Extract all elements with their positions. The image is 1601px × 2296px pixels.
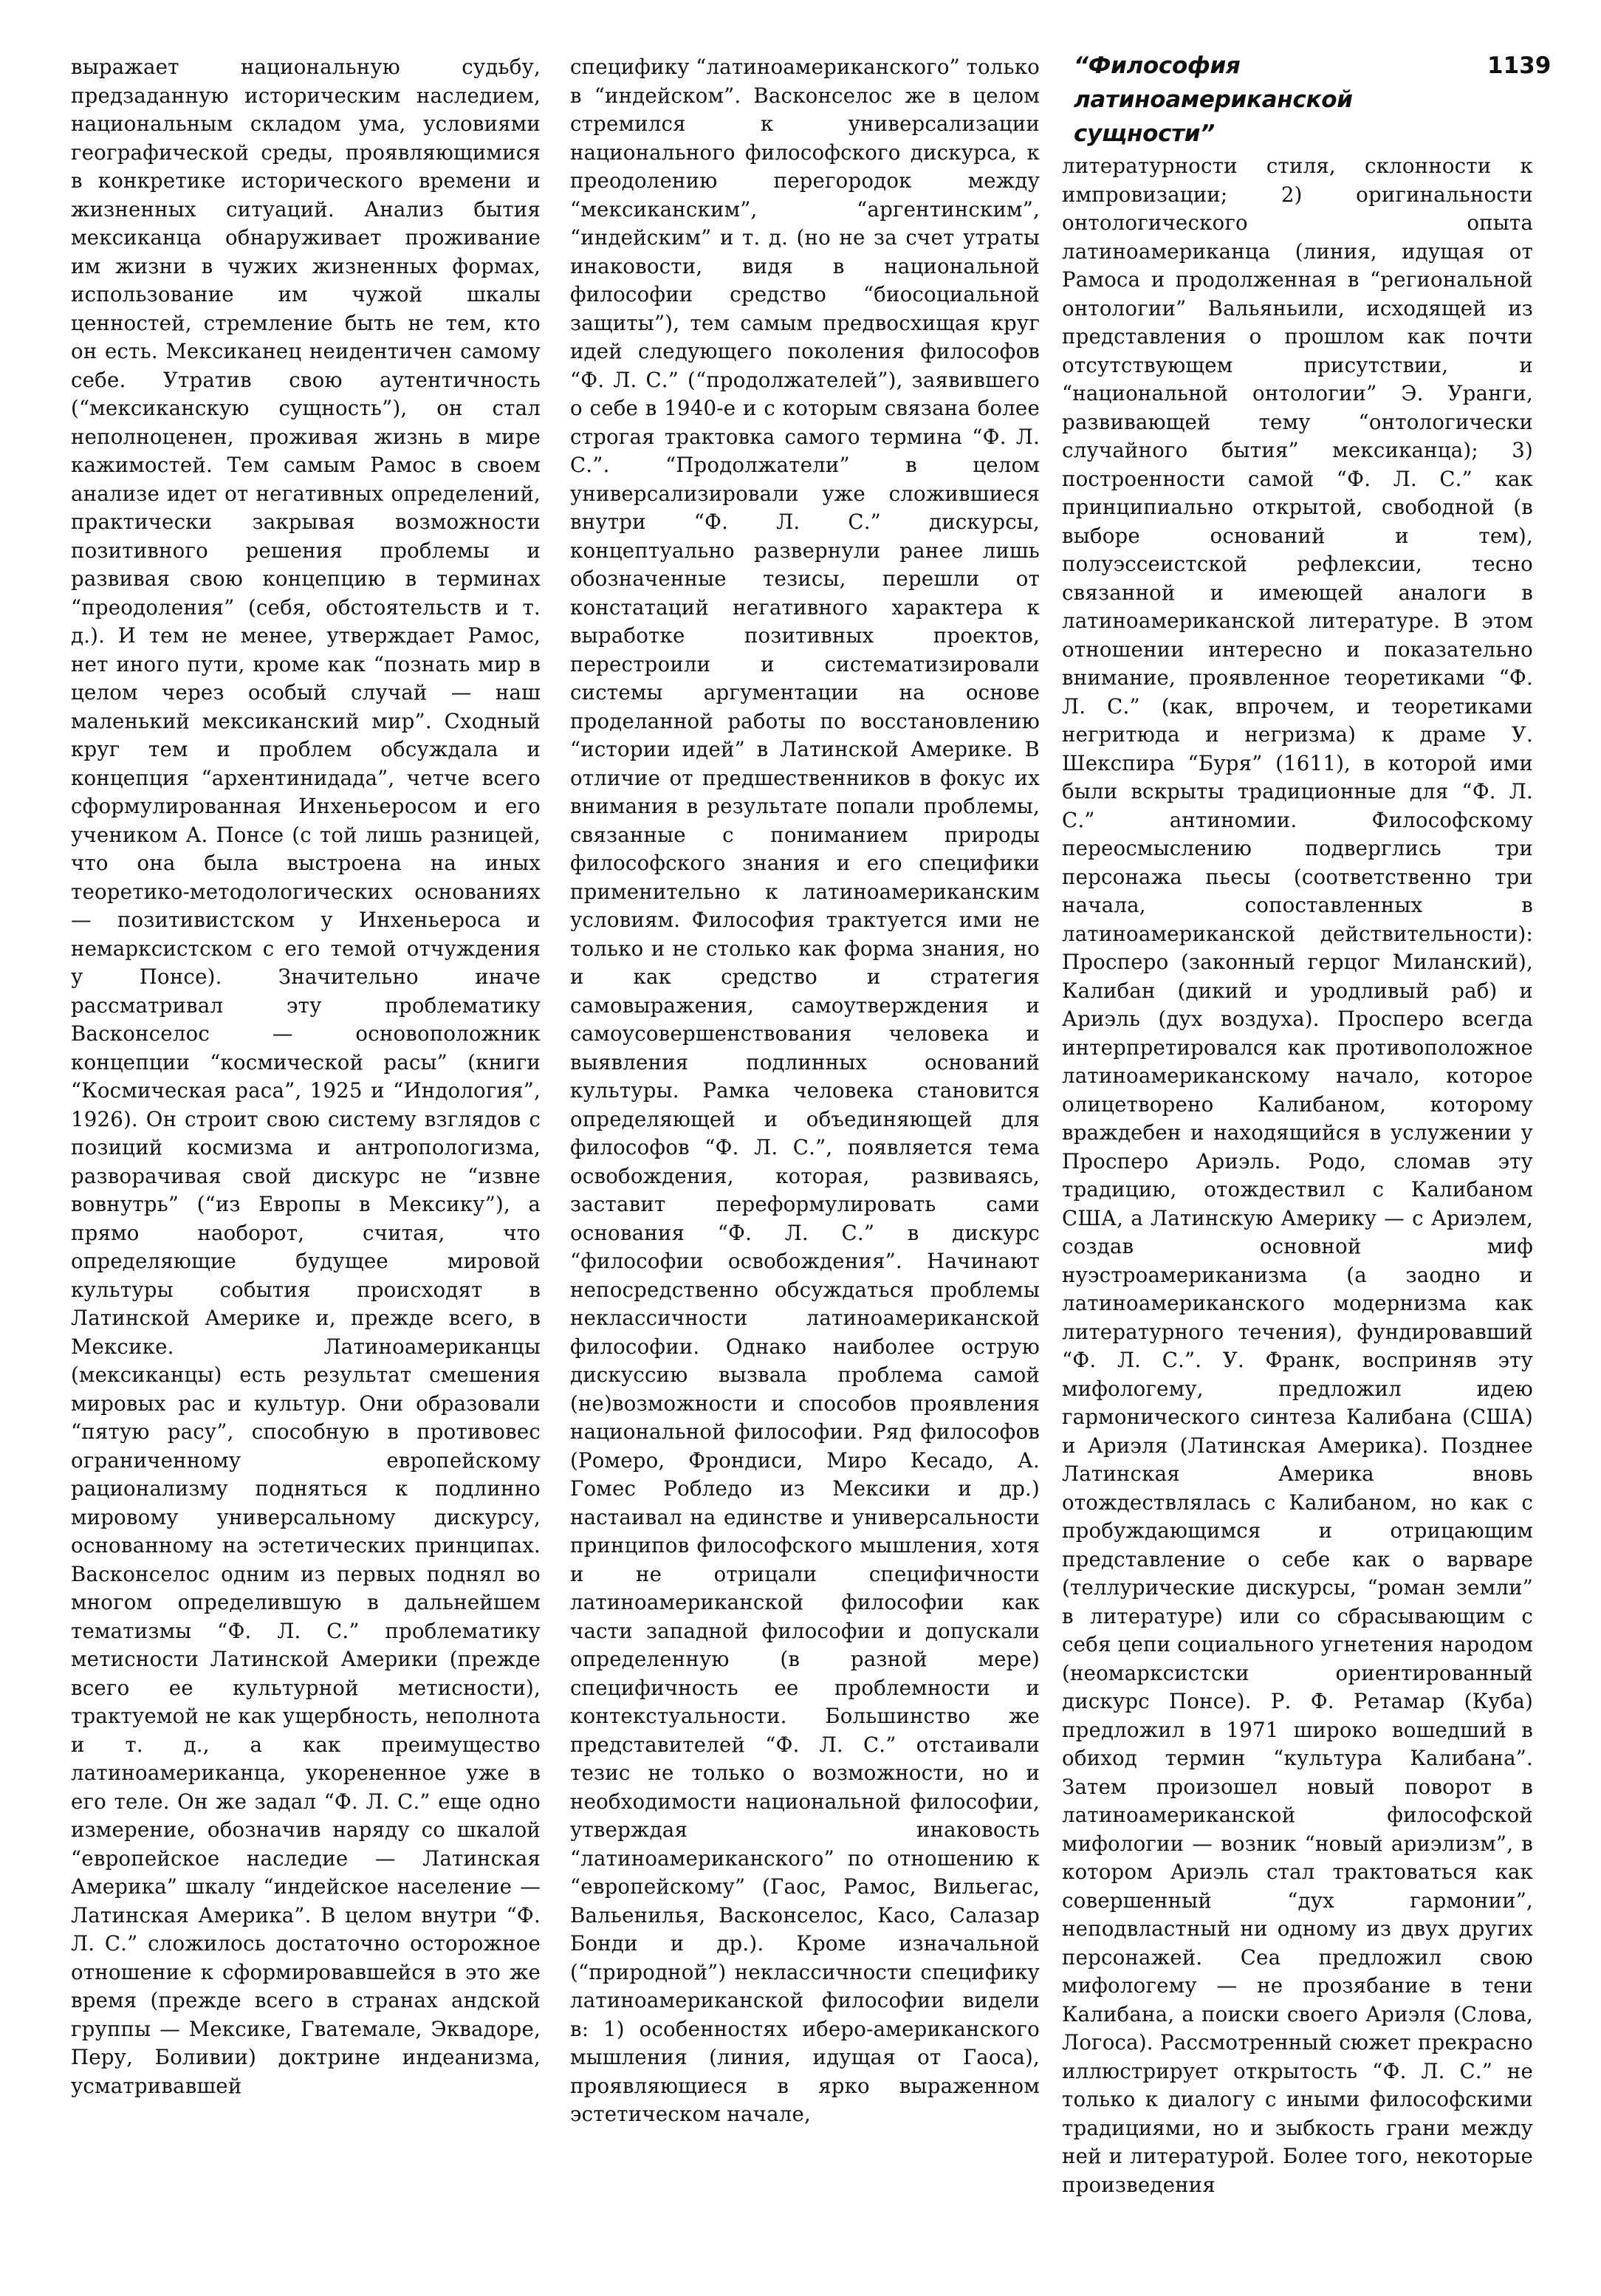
running-header: [1062, 49, 1564, 147]
text-column-middle: [570, 53, 1040, 2276]
body-text: специфику “латиноамериканского” только в “индейском”. Васконселос же в целом стремился к универсализации национального философского дискурса, к преодолению перегородок между “мексиканским”, “аргентинским”, “индейским” и т. д. (но не за счет утраты инаковости, видя в национальной философии средство “биосоциальной защиты”), тем самым предвосхищая круг идей следующего поколения философов “Ф. Л. С.” (“продолжателей”), заявившего о себе в 1940-е и с которым связана более строгая трактовка самого термина “Ф. Л. С.”. “Продолжатели” в целом универсализировали уже сложившиеся внутри “Ф. Л. С.” дискурсы, концептуально развернули ранее лишь обозначенные тезисы, перешли от констатаций негативного характера к выработке позитивных проектов, перестроили и систематизировали системы аргументации на основе проделанной работы по восстановлению “истории идей” в Латинской Америке. В отличие от предшественников в фокус их внимания в результате попали проблемы, связанные с пониманием природы философского знания и его специфики применительно к латиноамериканским условиям. Философия трактуется ими не только и не столько как форма знания, но и как средство и стратегия самовыражения, самоутверждения и самоусовершенствования человека и выявления подлинных оснований культуры. Рамка человека становится определяющей и объединяющей для философов “Ф. Л. С.”, появляется тема освобождения, которая, развиваясь, заставит переформулировать сами основания “Ф. Л. С.” в дискурс “философии освобождения”. Начинают непосредственно обсуждаться проблемы неклассичности латиноамериканской философии. Однако наиболее острую дискуссию вызвала проблема самой (не)возможности и способов проявления национальной философии. Ряд философов (Ромеро, Фрондиси, Миро Кесадо, А. Гомес Робледо из Мексики и др.) настаивал на единстве и универсальности принципов философского мышления, хотя и не отрицали специфичности латиноамериканской философии как части западной философии и допускали определенную (в разной мере) специфичность ее проблемности и контекстуальности. Большинство же представителей “Ф. Л. С.” отстаивали тезис не только о возможности, но и необходимости национальной философии, утверждая инаковость “латиноамериканского” по отношению к “европейскому” (Гаос, Рамос, Вильегас, Вальенилья, Васконселос, Касо, Салазар Бонди и др.). Кроме изначальной (“природной”) неклассичности специфику латиноамериканской философии видели в: 1) особенностях иберо-американского мышления (линия, идущая от Гаоса), проявляющиеся в ярко выраженном эстетическом начале,: [570, 55, 1040, 2126]
body-text: литературности стиля, склонности к импровизации; 2) оригинальности онтологического опыта латиноамериканца (линия, идущая от Рамоса и продолженная в “региональной онтологии” Вальяньили, исходящей из представления о прошлом как почти отсутствующем присутствии, и “национальной онтологии” Э. Уранги, развивающей тему “онтологически случайного бытия” мексиканца); 3) построенности самой “Ф. Л. С.” как принципиально открытой, свободной (в выборе оснований и тем), полуэссеистской рефлексии, тесно связанной и имеющей аналоги в латиноамериканской литературе. В этом отношении интересно и показательно внимание, проявленное теоретиками “Ф. Л. С.” (как, впрочем, и теоретиками негритюда и негризма) к драме У. Шекспира “Буря” (1611), в которой ими были вскрыты традиционные для “Ф. Л. С.” антиномии. Философскому переосмыслению подверглись три персонажа пьесы (соответственно три начала, сопоставленных в латиноамериканской действительности): Просперо (законный герцог Миланский), Калибан (дикий и уродливый раб) и Ариэль (дух воздуха). Просперо всегда интерпретировался как противоположное латиноамериканскому начало, которое олицетворено Калибаном, которому враждебен и находящийся в услужении у Просперо Ариэль. Родо, сломав эту традицию, отождествил с Калибаном США, а Латинскую Америку — с Ариэлем, создав основной миф нуэстроамериканизма (а заодно и латиноамериканского модернизма как литературного течения), фундировавший “Ф. Л. С.”. У. Франк, восприняв эту мифологему, предложил идею гармонического синтеза Калибана (США) и Ариэля (Латинская Америка). Позднее Латинская Америка вновь отождествлялась с Калибаном, но как с пробуждающимся и отрицающим представление о себе как о варваре (теллурические дискурсы, “роман земли” в литературе) или со сбрасывающим с себя цепи социального угнетения народом (неомарксистски ориентированный дискурс Понсе). Р. Ф. Ретамар (Куба) предложил в 1971 широко вошедший в обиход термин “культура Калибана”. Затем произошел новый поворот в латиноамериканской философской мифологии — возник “новый ариэлизм”, в котором Ариэль стал трактоваться как совершенный “дух гармонии”, неподвластный ни одному из двух других персонажей. Сеа предложил свою мифологему — не прозябание в тени Калибана, а поиски своего Ариэля (Слова, Логоса). Рассмотренный сюжет прекрасно иллюстрирует открытость “Ф. Л. С.” не только к диалогу с иными философскими традициями, но и зыбкость грани между ней и литературой. Более того, некоторые произведения: [1062, 154, 1533, 2197]
text-column-right: [1062, 152, 1533, 2276]
text-column-left: [71, 53, 541, 2276]
running-header-title: “Философия латиноамериканской сущности”: [1074, 52, 1353, 147]
body-text: выражает национальную судьбу, предзаданную историческим наследием, национальным складом ума, условиями географической среды, проявляющимися в конкретике исторического времени и жизненных ситуаций. Анализ бытия мексиканца обнаруживает проживание им жизни в чужих жизненных формах, использование им чужой шкалы ценностей, стремление быть не тем, кто он есть. Мексиканец неидентичен самому себе. Утратив свою аутентичность (“мексиканскую сущность”), он стал неполноценен, проживая жизнь в мире кажимостей. Тем самым Рамос в своем анализе идет от негативных определений, практически закрывая возможности позитивного решения проблемы и развивая свою концепцию в терминах “преодоления” (себя, обстоятельств и т. д.). И тем не менее, утверждает Рамос, нет иного пути, кроме как “познать мир в целом через особый случай — наш маленький мексиканский мир”. Сходный круг тем и проблем обсуждала и концепция “архентинидада”, четче всего сформулированная Инхеньеросом и его учеником А. Понсе (с той лишь разницей, что она была выстроена на иных теоретико-методологических основаниях — позитивистском у Инхеньероса и немарксистском с его темой отчуждения у Понсе). Значительно иначе рассматривал эту проблематику Васконселос — основоположник концепции “космической расы” (книги “Космическая раса”, 1925 и “Индология”, 1926). Он строит свою систему взглядов с позиций космизма и антропологизма, разворачивая свой дискурс не “извне вовнутрь” (“из Европы в Мексику”), а прямо наоборот, считая, что определяющие будущее мировой культуры события происходят в Латинской Америке и, прежде всего, в Мексике. Латиноамериканцы (мексиканцы) есть результат смешения мировых рас и культур. Они образовали “пятую расу”, способную в противовес ограниченному европейскому рационализму подняться к подлинно мировому универсальному дискурсу, основанному на эстетических принципах. Васконселос одним из первых поднял во многом определившую в дальнейшем тематизмы “Ф. Л. С.” проблематику метисности Латинской Америки (прежде всего ее культурной метисности), трактуемой не как ущербность, неполнота и т. д., а как преимущество латиноамериканца, укорененное уже в его теле. Он же задал “Ф. Л. С.” еще одно измерение, обозначив наряду со шкалой “европейское наследие — Латинская Америка” шкалу “индейское население — Латинская Америка”. В целом внутри “Ф. Л. С.” сложилось достаточно осторожное отношение к сформировавшейся в это же время (прежде всего в странах андской группы — Мексике, Гватемале, Эквадоре, Перу, Боливии) доктрине индеанизма, усматривавшей: [71, 55, 541, 2098]
page-number: 1139: [1487, 52, 1552, 79]
